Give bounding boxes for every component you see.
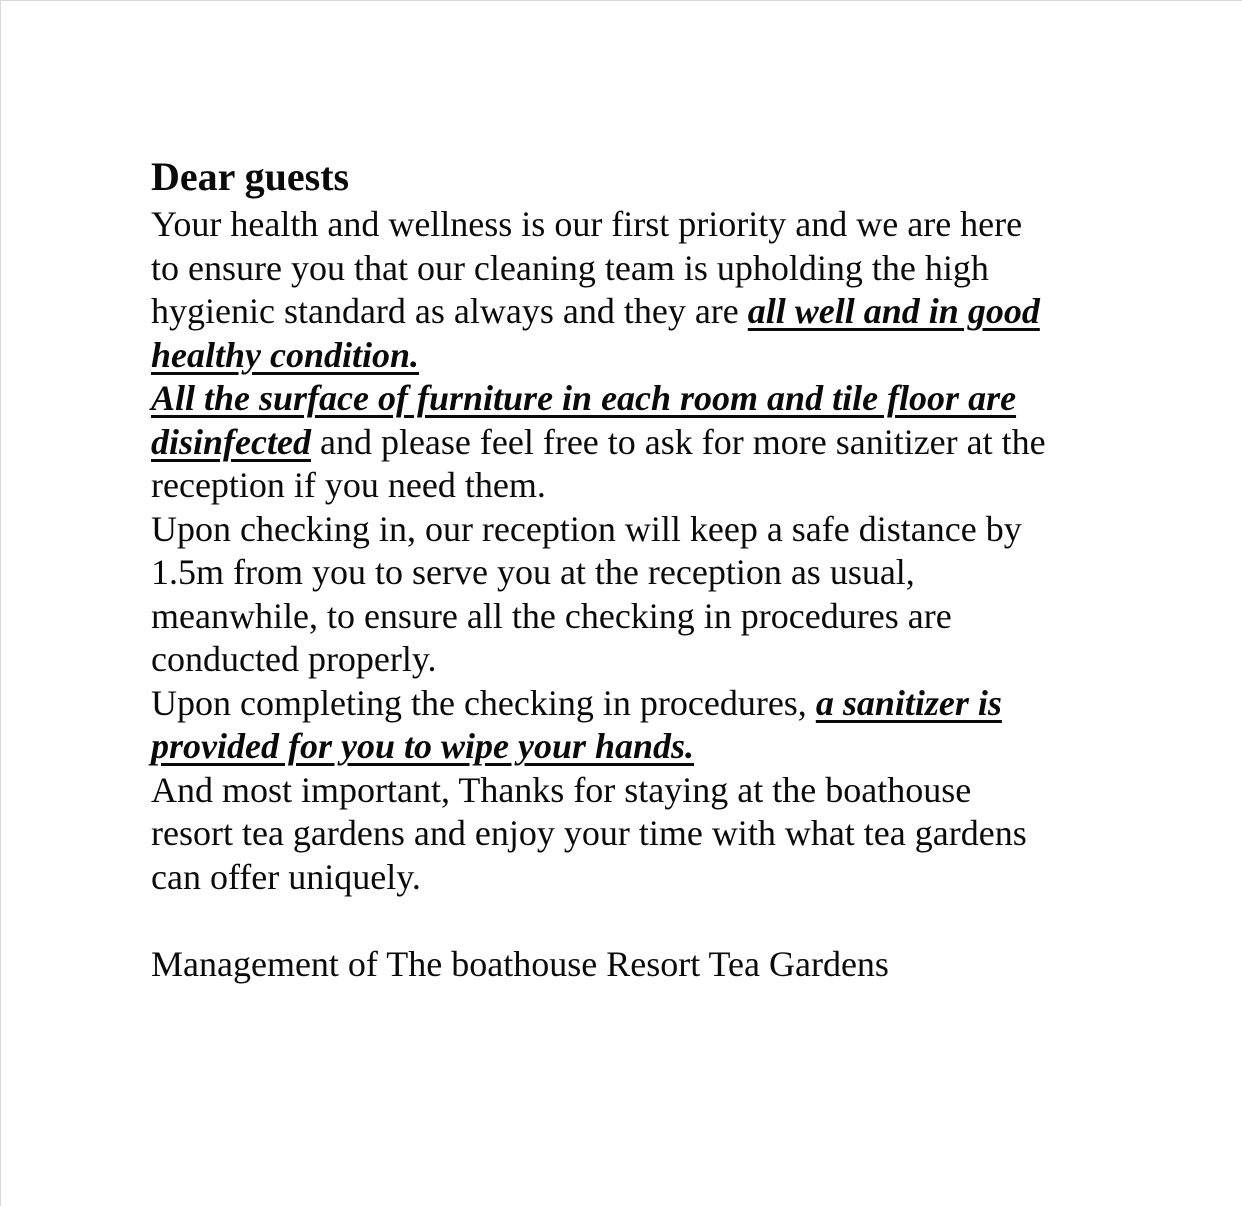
notice-line (151, 464, 1151, 508)
emphasized-text-segment: healthy condition. (151, 334, 420, 375)
emphasized-text-segment: provided for you to wipe your hands. (151, 726, 695, 766)
notice-line (151, 508, 1151, 552)
notice-line (151, 551, 1151, 595)
text-segment: meanwhile, to ensure all the checking in procedures are (151, 595, 952, 636)
text-segment: Upon checking in, our reception will keep a safe distance by (151, 508, 1022, 549)
notice-body (151, 203, 1151, 986)
text-segment: And most important, Thanks for staying at the boathouse (151, 769, 972, 810)
notice-line (151, 638, 1151, 682)
notice-line (151, 377, 1151, 421)
notice-line (151, 421, 1151, 465)
text-segment: 1.5m from you to serve you at the reception as usual, (151, 552, 915, 592)
notice-line (151, 943, 1151, 987)
notice-line (151, 812, 1151, 856)
notice-line (151, 203, 1151, 247)
notice-line (151, 290, 1151, 334)
notice-line (151, 899, 1151, 943)
emphasized-text-segment: all well and in good (747, 291, 1040, 331)
notice-heading: Dear guests (151, 154, 350, 199)
text-segment: conducted properly. (151, 639, 437, 679)
text-segment: hygienic standard as always and they are (151, 291, 748, 331)
notice-line (151, 682, 1151, 726)
text-segment: and please feel free to ask for more sanitizer at the (310, 421, 1046, 462)
notice-line (151, 769, 1151, 813)
emphasized-text-segment: a sanitizer is (815, 682, 1002, 723)
emphasized-text-segment: All the surface of furniture in each room and tile floor are (151, 378, 1017, 418)
text-segment: reception if you need them. (151, 465, 546, 505)
text-segment: can offer uniquely. (151, 856, 421, 897)
notice-line (151, 725, 1151, 769)
guest-notice (151, 151, 1151, 986)
text-segment: Management of The boathouse Resort Tea Gardens (151, 943, 889, 984)
text-segment: Your health and wellness is our first priority and we are here (151, 204, 1023, 244)
notice-line (151, 856, 1151, 900)
emphasized-text-segment: disinfected (151, 421, 311, 462)
text-segment: resort tea gardens and enjoy your time with what tea gardens (151, 813, 1027, 853)
text-segment: Upon completing the checking in procedures, (151, 682, 816, 723)
text-segment: to ensure you that our cleaning team is upholding the high (151, 247, 989, 288)
notice-line (151, 334, 1151, 378)
notice-line (151, 595, 1151, 639)
notice-line (151, 247, 1151, 291)
